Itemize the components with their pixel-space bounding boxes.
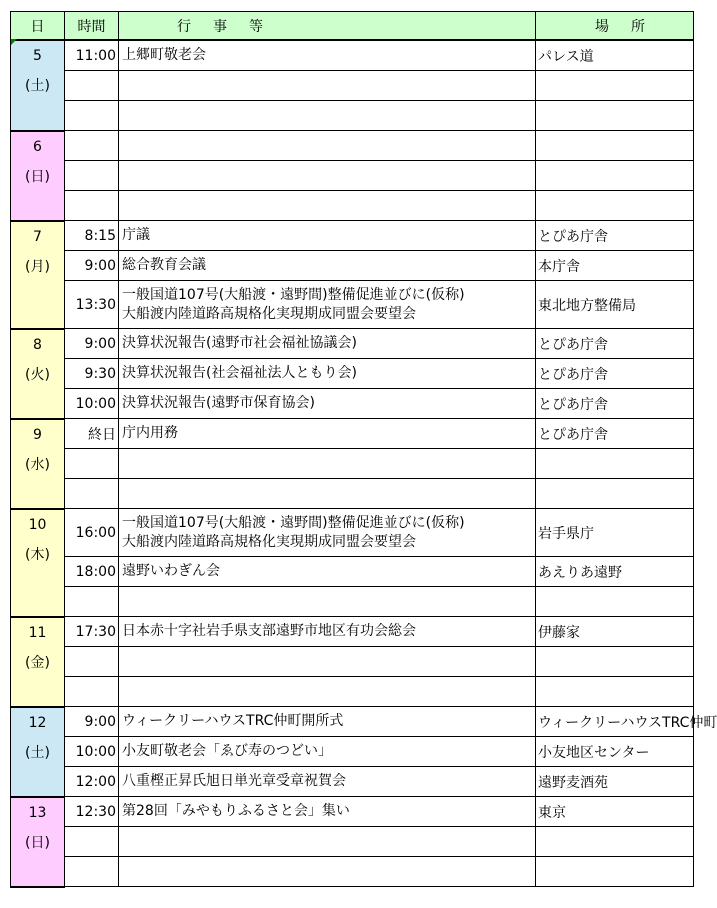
- event-text: 大船渡内陸道路高規格化実現期成同盟会要望会: [122, 533, 416, 550]
- event-cell: [119, 509, 536, 557]
- place-cell: とぴあ庁舎: [536, 389, 694, 419]
- event-text: 総合教育会議: [122, 257, 206, 273]
- day-weekday: (水): [25, 456, 50, 473]
- event-text: 遠野いわぎん会: [122, 563, 220, 579]
- schedule-row: [11, 389, 694, 419]
- day-date: 6: [33, 138, 42, 155]
- place-cell: 遠野麦酒苑: [536, 767, 694, 797]
- event-cell: [119, 419, 536, 449]
- place-cell: とぴあ庁舎: [536, 419, 694, 449]
- place-cell: [536, 647, 694, 677]
- schedule-row: [11, 449, 694, 479]
- time-cell: [65, 479, 119, 509]
- time-cell: [65, 101, 119, 131]
- time-cell: 10:00: [65, 737, 119, 767]
- schedule-row: [11, 677, 694, 707]
- event-cell: [119, 449, 536, 479]
- schedule-row: [11, 131, 694, 161]
- day-date: 8: [33, 336, 42, 353]
- event-text: 決算状況報告(社会福祉法人ともり会): [122, 365, 357, 381]
- cell-comment-marker: [11, 39, 17, 45]
- event-text: ウィークリーハウスTRC仲町開所式: [122, 713, 344, 729]
- time-cell: 12:00: [65, 767, 119, 797]
- schedule-row: [11, 359, 694, 389]
- day-cell: [11, 221, 65, 329]
- place-cell: [536, 827, 694, 857]
- event-cell: [119, 737, 536, 767]
- place-cell: パレス道: [536, 40, 694, 71]
- event-cell: [119, 221, 536, 251]
- place-cell: [536, 71, 694, 101]
- event-text: 小友町敬老会「ゑび寿のつどい」: [122, 743, 332, 759]
- event-cell: [119, 677, 536, 707]
- schedule-table: [10, 11, 717, 888]
- schedule-row: [11, 509, 694, 557]
- event-cell: [119, 857, 536, 887]
- event-text: 決算状況報告(遠野市保育協会): [122, 395, 315, 411]
- event-cell: [119, 767, 536, 797]
- schedule-row: [11, 797, 694, 827]
- schedule-row: [11, 191, 694, 221]
- header-place: 場所: [536, 12, 694, 41]
- place-cell: 本庁舎: [536, 251, 694, 281]
- place-cell: [536, 191, 694, 221]
- event-text: 決算状況報告(遠野市社会福祉協議会): [122, 335, 357, 351]
- time-cell: [65, 131, 119, 161]
- schedule-row: [11, 419, 694, 449]
- schedule-row: [11, 101, 694, 131]
- time-cell: [65, 677, 119, 707]
- place-cell: とぴあ庁舎: [536, 359, 694, 389]
- time-cell: 17:30: [65, 617, 119, 647]
- time-cell: 10:00: [65, 389, 119, 419]
- day-cell: [11, 329, 65, 419]
- time-cell: [65, 587, 119, 617]
- place-cell: とぴあ庁舎: [536, 221, 694, 251]
- event-text: 庁内用務: [122, 425, 178, 441]
- event-cell: [119, 71, 536, 101]
- schedule-row: [11, 161, 694, 191]
- event-cell: [119, 707, 536, 737]
- event-cell: [119, 827, 536, 857]
- place-cell: ウィークリーハウスTRC仲町: [536, 707, 694, 737]
- event-cell: [119, 557, 536, 587]
- place-cell: 伊藤家: [536, 617, 694, 647]
- time-cell: [65, 647, 119, 677]
- event-cell: [119, 617, 536, 647]
- event-cell: [119, 281, 536, 329]
- day-date: 9: [33, 426, 42, 443]
- day-cell: [11, 509, 65, 617]
- time-cell: 18:00: [65, 557, 119, 587]
- schedule-row: [11, 767, 694, 797]
- place-cell: 東北地方整備局: [536, 281, 694, 329]
- event-cell: [119, 359, 536, 389]
- day-weekday: (火): [25, 366, 50, 383]
- schedule-row: [11, 221, 694, 251]
- place-cell: 小友地区センター: [536, 737, 694, 767]
- event-text: 日本赤十字社岩手県支部遠野市地区有功会総会: [122, 623, 416, 639]
- header-day: 日: [11, 12, 65, 41]
- day-date: 11: [28, 624, 47, 641]
- header-event: 行事等: [119, 12, 536, 41]
- day-cell: [11, 419, 65, 509]
- event-cell: [119, 329, 536, 359]
- event-text: 第28回「みやもりふるさと会」集い: [122, 803, 350, 819]
- event-cell: [119, 647, 536, 677]
- place-cell: あえりあ遠野: [536, 557, 694, 587]
- time-cell: [65, 449, 119, 479]
- schedule-row: [11, 71, 694, 101]
- time-cell: 9:00: [65, 707, 119, 737]
- event-cell: [119, 797, 536, 827]
- event-cell: [119, 587, 536, 617]
- schedule-row: [11, 827, 694, 857]
- day-weekday: (日): [25, 834, 50, 851]
- time-cell: [65, 857, 119, 887]
- day-cell: [11, 707, 65, 797]
- place-cell: 東京: [536, 797, 694, 827]
- day-cell: [11, 617, 65, 707]
- event-text: 上郷町敬老会: [122, 47, 206, 63]
- event-cell: [119, 101, 536, 131]
- day-date: 7: [33, 228, 42, 245]
- time-cell: 9:00: [65, 251, 119, 281]
- time-cell: 16:00: [65, 509, 119, 557]
- day-date: 12: [28, 714, 47, 731]
- place-cell: [536, 479, 694, 509]
- time-cell: 11:00: [65, 40, 119, 71]
- event-text: 大船渡内陸道路高規格化実現期成同盟会要望会: [122, 305, 416, 322]
- place-cell: [536, 449, 694, 479]
- place-cell: [536, 101, 694, 131]
- day-cell: [11, 131, 65, 221]
- time-cell: 13:30: [65, 281, 119, 329]
- event-cell: [119, 191, 536, 221]
- event-text: 庁議: [122, 227, 150, 243]
- schedule-row: [11, 557, 694, 587]
- day-weekday: (月): [25, 258, 50, 275]
- schedule-row: [11, 587, 694, 617]
- header-row: [11, 12, 694, 41]
- schedule-row: [11, 251, 694, 281]
- schedule-row: [11, 647, 694, 677]
- event-cell: [119, 479, 536, 509]
- schedule-row: [11, 281, 694, 329]
- place-cell: [536, 587, 694, 617]
- schedule-row: [11, 329, 694, 359]
- time-cell: [65, 827, 119, 857]
- place-cell: 岩手県庁: [536, 509, 694, 557]
- day-date: 13: [28, 804, 47, 821]
- schedule-row: [11, 40, 694, 71]
- time-cell: [65, 161, 119, 191]
- event-cell: [119, 389, 536, 419]
- event-text: 一般国道107号(大船渡・遠野間)整備促進並びに(仮称): [122, 286, 465, 303]
- time-cell: 9:00: [65, 329, 119, 359]
- day-date: 5: [33, 48, 42, 64]
- schedule-row: [11, 857, 694, 887]
- day-weekday: (土): [25, 744, 50, 761]
- schedule-body: [11, 40, 717, 887]
- day-weekday: (木): [25, 546, 50, 563]
- event-text: 八重樫正昇氏旭日単光章受章祝賀会: [122, 773, 346, 789]
- event-cell: [119, 251, 536, 281]
- time-cell: 9:30: [65, 359, 119, 389]
- schedule-row: [11, 707, 694, 737]
- day-weekday: (土): [25, 78, 50, 94]
- day-weekday: (金): [25, 654, 50, 671]
- time-cell: 8:15: [65, 221, 119, 251]
- event-text: 一般国道107号(大船渡・遠野間)整備促進並びに(仮称): [122, 514, 465, 531]
- day-weekday: (日): [25, 168, 50, 185]
- schedule-row: [11, 737, 694, 767]
- event-cell: [119, 131, 536, 161]
- day-date: 10: [28, 516, 47, 533]
- place-cell: とぴあ庁舎: [536, 329, 694, 359]
- time-cell: [65, 71, 119, 101]
- place-cell: [536, 857, 694, 887]
- place-cell: [536, 161, 694, 191]
- event-cell: [119, 161, 536, 191]
- header-time: 時間: [65, 12, 119, 41]
- day-cell: [11, 40, 65, 131]
- place-cell: [536, 131, 694, 161]
- time-cell: 12:30: [65, 797, 119, 827]
- place-cell: [536, 677, 694, 707]
- day-cell: [11, 797, 65, 887]
- event-cell: [119, 40, 536, 71]
- time-cell: [65, 191, 119, 221]
- schedule-row: [11, 479, 694, 509]
- schedule-row: [11, 617, 694, 647]
- time-cell: 終日: [65, 419, 119, 449]
